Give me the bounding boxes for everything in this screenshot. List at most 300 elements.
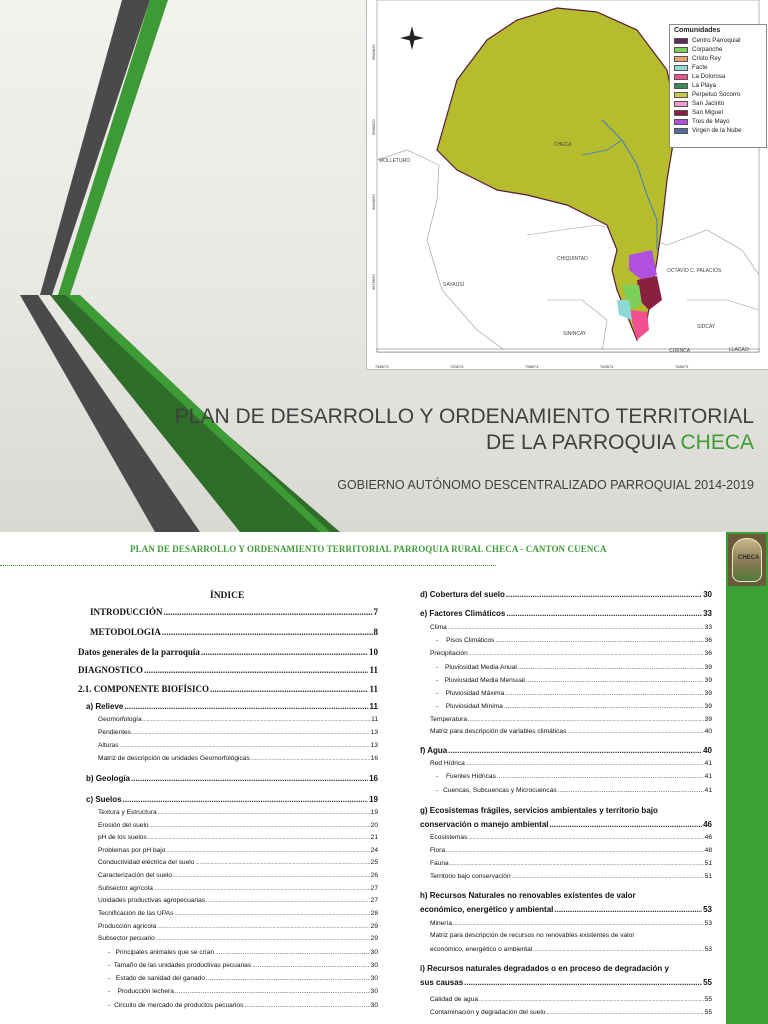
toc-entry[interactable] bbox=[108, 975, 378, 982]
toc-entry[interactable] bbox=[430, 728, 712, 735]
toc-leader-dots bbox=[546, 1009, 703, 1016]
toc-entry-label bbox=[420, 590, 505, 599]
toc-entry-text: DIAGNOSTICO bbox=[78, 665, 144, 675]
toc-leader-dots bbox=[158, 809, 370, 816]
toc-leader-dots bbox=[244, 1002, 369, 1009]
toc-entry[interactable] bbox=[430, 860, 712, 867]
legend-item bbox=[674, 90, 762, 99]
toc-page-number: 27 bbox=[370, 885, 378, 892]
toc-page-number: 25 bbox=[370, 859, 378, 866]
toc-page-number: 53 bbox=[704, 946, 712, 953]
toc-entry[interactable] bbox=[98, 847, 378, 854]
cover-title-line2 bbox=[175, 430, 754, 456]
toc-entry[interactable] bbox=[98, 755, 378, 762]
toc-page-number: 11 bbox=[371, 716, 378, 723]
toc-entry-text: Minería bbox=[430, 920, 452, 927]
toc-leader-dots bbox=[526, 677, 704, 684]
cover-title-accent: CHECA bbox=[680, 431, 754, 454]
toc-entry[interactable] bbox=[108, 949, 378, 956]
toc-page-number: 20 bbox=[370, 822, 378, 829]
legend-swatch bbox=[674, 47, 688, 53]
toc-page-number: 30 bbox=[370, 949, 378, 956]
toc-leader-dots bbox=[251, 755, 370, 762]
toc-page-number: 40 bbox=[703, 746, 712, 755]
label-sidcay: SIDCAY bbox=[697, 324, 716, 330]
toc-entry-label: i) Recursos naturales degradados o en proceso de degradación y bbox=[420, 964, 669, 973]
toc-leader-dots bbox=[162, 627, 373, 637]
toc-entry-label bbox=[98, 834, 147, 841]
toc-page-number: 39 bbox=[704, 664, 712, 671]
toc-entry[interactable] bbox=[78, 647, 378, 657]
cover-subtitle: GOBIERNO AUTÓNOMO DESCENTRALIZADO PARROQUIAL 2014-2019 bbox=[337, 478, 754, 492]
toc-page-number: 13 bbox=[370, 729, 378, 736]
toc-leader-dots bbox=[123, 795, 369, 804]
toc-leader-dots bbox=[505, 690, 703, 697]
toc-leader-dots bbox=[201, 647, 368, 657]
toc-entry-label bbox=[446, 773, 496, 780]
toc-leader-dots bbox=[533, 946, 703, 953]
toc-leader-dots bbox=[164, 607, 373, 617]
toc-entry[interactable] bbox=[420, 590, 712, 599]
toc-entry[interactable] bbox=[436, 677, 712, 684]
toc-leader-dots bbox=[157, 923, 369, 930]
x-tick: 748573 bbox=[375, 364, 389, 369]
toc-entry-text: Fauna bbox=[430, 860, 449, 867]
toc-entry-text: Precipitación bbox=[430, 650, 468, 657]
header-divider bbox=[0, 565, 496, 566]
toc-entry[interactable] bbox=[430, 834, 712, 841]
toc-entry[interactable] bbox=[108, 988, 378, 995]
toc-entry-text: Pluviosidad Media Anual bbox=[445, 664, 517, 671]
toc-page-number: 55 bbox=[703, 978, 712, 987]
toc-entry-text: Tecnificación de las UPAs bbox=[98, 910, 174, 917]
toc-entry-label bbox=[443, 787, 557, 794]
toc-page-number: 39 bbox=[704, 677, 712, 684]
bullet-dash: - bbox=[108, 949, 111, 956]
toc-entry-text: e) Factores Climáticos bbox=[420, 609, 506, 618]
y-tick: 9694620 bbox=[371, 194, 376, 210]
toc-page-number: 39 bbox=[704, 703, 712, 710]
toc-leader-dots bbox=[166, 847, 369, 854]
toc-page-number: 28 bbox=[370, 910, 378, 917]
toc-page-number: 46 bbox=[704, 834, 712, 841]
y-tick: 9689620 bbox=[371, 119, 376, 135]
legend-swatch bbox=[674, 92, 688, 98]
toc-page-number: 24 bbox=[370, 847, 378, 854]
toc-page-number: 55 bbox=[704, 996, 712, 1003]
toc-entry-label bbox=[98, 859, 194, 866]
toc-entry-label bbox=[86, 702, 123, 711]
toc-entry[interactable] bbox=[78, 684, 378, 694]
toc-page-number: 53 bbox=[704, 920, 712, 927]
legend-item bbox=[674, 36, 762, 45]
toc-entry[interactable] bbox=[98, 859, 378, 866]
toc-entry-label: h) Recursos Naturales no renovables existentes de valor bbox=[420, 891, 636, 900]
toc-entry-text: Red Hídrica bbox=[430, 760, 465, 767]
toc-heading: ÍNDICE bbox=[210, 591, 245, 601]
toc-leader-dots bbox=[150, 822, 370, 829]
toc-entry-text: Tamaño de las unidades productivas pecuarias bbox=[113, 962, 252, 969]
toc-page-number: 10 bbox=[369, 647, 378, 657]
toc-entry-text: Producción lechera bbox=[117, 988, 174, 995]
cover-title-prefix: DE LA PARROQUIA bbox=[485, 431, 681, 454]
legend-label: Centro Parroquial bbox=[692, 37, 741, 44]
legend-title: Comunidades bbox=[674, 27, 721, 34]
legend-label: San Jacinto bbox=[692, 100, 725, 107]
toc-entry-text: Unidades productivas agropecuarias bbox=[98, 897, 206, 904]
toc-entry-text: Circuito de mercado de productos pecuarios bbox=[114, 1002, 244, 1009]
toc-entry-label bbox=[116, 975, 205, 982]
toc-entry-label bbox=[78, 684, 209, 694]
toc-leader-dots bbox=[120, 742, 370, 749]
toc-leader-dots bbox=[468, 716, 704, 723]
toc-entry-text: Matriz de descripción de unidades Geomorfológicas bbox=[98, 755, 250, 762]
toc-entry[interactable] bbox=[108, 962, 378, 969]
toc-entry-text: Clima bbox=[430, 624, 447, 631]
toc-entry-text: conservación o manejo ambiental bbox=[420, 820, 549, 829]
bullet-dash: - bbox=[436, 690, 439, 697]
toc-page-number: 11 bbox=[369, 684, 378, 694]
toc-entry[interactable] bbox=[98, 729, 378, 736]
toc-entry[interactable] bbox=[86, 774, 378, 783]
legend-label: La Dolorosa bbox=[692, 73, 726, 80]
toc-entry-text: Erosión del suelo bbox=[98, 822, 149, 829]
toc-entry-label bbox=[430, 847, 445, 854]
toc-entry-text: económico, energético o ambiental bbox=[430, 946, 533, 953]
toc-entry-label bbox=[446, 703, 503, 710]
y-tick: 9679620 bbox=[371, 274, 376, 290]
toc-entry[interactable] bbox=[98, 923, 378, 930]
label-sinincay: SININCAY bbox=[563, 331, 587, 337]
toc-entry[interactable] bbox=[98, 716, 378, 723]
toc-page-number: 33 bbox=[704, 624, 712, 631]
toc-entry[interactable] bbox=[86, 702, 378, 711]
toc-entry-label bbox=[430, 1009, 545, 1016]
toc-entry-label bbox=[98, 729, 131, 736]
toc-leader-dots bbox=[156, 935, 370, 942]
toc-entry-text: Caracterización del suelo bbox=[98, 872, 173, 879]
toc-page-number: 41 bbox=[704, 760, 712, 767]
toc-entry-label bbox=[98, 847, 165, 854]
toc-entry-label: g) Ecosistemas frágiles, servicios ambientales y territorio bajo bbox=[420, 806, 658, 815]
toc-entry[interactable] bbox=[98, 935, 378, 942]
toc-leader-dots bbox=[506, 609, 702, 618]
toc-leader-dots bbox=[453, 920, 704, 927]
toc-entry-label bbox=[98, 923, 156, 930]
toc-entry-label bbox=[430, 716, 467, 723]
toc-entry-label bbox=[430, 860, 449, 867]
toc-page-number: 30 bbox=[703, 590, 712, 599]
toc-entry[interactable] bbox=[436, 703, 712, 710]
label-cuenca: CUENCA bbox=[669, 348, 691, 354]
legend-item bbox=[674, 99, 762, 108]
toc-page-number: 51 bbox=[704, 873, 712, 880]
toc-entry-text: Fuentes Hídricas bbox=[446, 773, 496, 780]
toc-entry[interactable] bbox=[436, 664, 712, 671]
toc-page-number: 33 bbox=[703, 609, 712, 618]
toc-entry[interactable] bbox=[420, 905, 712, 914]
toc-leader-dots bbox=[124, 702, 368, 711]
legend-item bbox=[674, 54, 762, 63]
toc-entry-label bbox=[98, 742, 119, 749]
toc-page-number: 16 bbox=[369, 774, 378, 783]
toc-entry-label bbox=[98, 872, 172, 879]
toc-entry-text: Producción agrícola bbox=[98, 923, 157, 930]
toc-entry[interactable] bbox=[420, 978, 712, 987]
toc-entry[interactable] bbox=[98, 885, 378, 892]
toc-entry-text: Temperatura bbox=[430, 716, 468, 723]
legend-item bbox=[674, 108, 762, 117]
toc-page-number: 16 bbox=[370, 755, 378, 762]
toc-entry-label bbox=[445, 677, 525, 684]
toc-page-number: 26 bbox=[370, 872, 378, 879]
toc-leader-dots bbox=[558, 787, 704, 794]
bullet-dash: - bbox=[436, 664, 439, 671]
toc-entry[interactable] bbox=[430, 650, 712, 657]
toc-page-number: 51 bbox=[704, 860, 712, 867]
toc-entry-label bbox=[78, 665, 143, 675]
toc-leader-dots bbox=[464, 978, 702, 987]
toc-page-number: 29 bbox=[370, 923, 378, 930]
toc-entry[interactable] bbox=[436, 690, 712, 697]
toc-entry-label bbox=[86, 774, 130, 783]
toc-entry-label bbox=[430, 650, 468, 657]
toc-entry-text: c) Suelos bbox=[86, 795, 122, 804]
toc-entry[interactable] bbox=[98, 809, 378, 816]
toc-leader-dots bbox=[195, 859, 369, 866]
label-octavio: OCTAVIO C. PALACIOS bbox=[667, 268, 722, 274]
toc-page-number: 39 bbox=[704, 690, 712, 697]
toc-entry-label bbox=[430, 873, 511, 880]
toc-page-number: 30 bbox=[370, 1002, 378, 1009]
toc-page-number: 30 bbox=[370, 988, 378, 995]
toc-entry-label bbox=[98, 885, 153, 892]
toc-leader-dots bbox=[506, 590, 702, 599]
toc-page-number: 30 bbox=[370, 975, 378, 982]
toc-entry-label bbox=[90, 607, 163, 617]
toc-entry-text: 2.1. COMPONENTE BIOFÍSICO bbox=[78, 684, 210, 694]
toc-entry-text: Pisos Climáticos bbox=[446, 637, 495, 644]
toc-entry[interactable] bbox=[98, 897, 378, 904]
legend-swatch bbox=[674, 83, 688, 89]
toc-entry[interactable] bbox=[420, 746, 712, 755]
toc-page-number: 41 bbox=[704, 787, 712, 794]
toc-entry-text: METODOLOGIA bbox=[90, 627, 161, 637]
toc-entry-text: Alturas bbox=[98, 742, 119, 749]
toc-leader-dots bbox=[148, 834, 370, 841]
toc-entry-text: Calidad de agua bbox=[430, 996, 479, 1003]
toc-leader-dots bbox=[448, 624, 704, 631]
toc-leader-dots bbox=[210, 684, 368, 694]
toc-entry-label bbox=[430, 996, 478, 1003]
toc-leader-dots bbox=[466, 760, 704, 767]
toc-leader-dots bbox=[131, 774, 368, 783]
toc-page-number: 36 bbox=[704, 637, 712, 644]
toc-leader-dots bbox=[154, 885, 370, 892]
toc-entry-text: sus causas bbox=[420, 978, 464, 987]
toc-entry-label bbox=[446, 690, 505, 697]
toc-entry-label: Matriz para descripción de recursos no renovables existentes de valor bbox=[430, 932, 635, 939]
toc-entry[interactable] bbox=[420, 609, 712, 618]
toc-entry-text: Contaminación y degradación del suelo bbox=[430, 1009, 546, 1016]
toc-page-number: 27 bbox=[370, 897, 378, 904]
x-tick: 753573 bbox=[450, 364, 464, 369]
toc-entry-text: INTRODUCCIÓN bbox=[90, 607, 163, 617]
toc-page-number: 48 bbox=[704, 847, 712, 854]
toc-entry-label bbox=[114, 962, 251, 969]
toc-page-number: 11 bbox=[369, 665, 378, 675]
toc-entry-label bbox=[430, 728, 566, 735]
toc-entry-text: Subsector agrícola bbox=[98, 885, 153, 892]
toc-entry[interactable] bbox=[430, 716, 712, 723]
toc-page-number: 19 bbox=[370, 809, 378, 816]
legend-label: Virgen de la Nube bbox=[692, 127, 742, 134]
toc-leader-dots bbox=[206, 975, 370, 982]
toc-entry[interactable] bbox=[430, 760, 712, 767]
toc-entry[interactable] bbox=[78, 665, 378, 675]
toc-entry-text: Conductividad eléctrica del suelo bbox=[98, 859, 195, 866]
toc-entry[interactable] bbox=[430, 873, 712, 880]
side-accent-bar bbox=[726, 588, 768, 1024]
logo-text: CHECA bbox=[738, 555, 760, 561]
toc-leader-dots bbox=[479, 996, 704, 1003]
toc-entry-label bbox=[420, 746, 447, 755]
bullet-dash: - bbox=[436, 703, 439, 710]
legend-label: Cristo Rey bbox=[692, 55, 721, 62]
toc-entry-label bbox=[420, 905, 553, 914]
legend-item bbox=[674, 45, 762, 54]
toc-entry[interactable] bbox=[430, 920, 712, 927]
toc-leader-dots bbox=[252, 962, 370, 969]
toc-page-number: 53 bbox=[703, 905, 712, 914]
toc-entry[interactable] bbox=[430, 1009, 712, 1016]
toc-leader-dots bbox=[215, 949, 370, 956]
toc-entry-label bbox=[98, 716, 142, 723]
toc-entry[interactable] bbox=[86, 795, 378, 804]
legend-swatch bbox=[674, 128, 688, 134]
toc-entry-text: Territorio bajo conservación bbox=[430, 873, 511, 880]
bullet-dash: - bbox=[436, 787, 439, 794]
toc-entry-text: Estado de sanidad del ganado bbox=[115, 975, 206, 982]
toc-leader-dots bbox=[450, 860, 704, 867]
toc-entry[interactable] bbox=[98, 834, 378, 841]
toc-entry[interactable] bbox=[430, 624, 712, 631]
toc-entry-label bbox=[430, 946, 532, 953]
legend-swatch bbox=[674, 65, 688, 71]
cover-title bbox=[175, 404, 754, 456]
toc-entry[interactable] bbox=[90, 607, 378, 617]
toc-entry-label bbox=[446, 637, 494, 644]
toc-entry[interactable] bbox=[436, 787, 712, 794]
document-page bbox=[0, 532, 768, 1024]
toc-entry-label bbox=[420, 820, 548, 829]
bullet-dash: - bbox=[436, 773, 439, 780]
legend-item bbox=[674, 126, 762, 135]
toc-entry[interactable] bbox=[420, 820, 712, 829]
x-tick: 763573 bbox=[600, 364, 614, 369]
toc-entry-text: Pluviosidad Mínima bbox=[445, 703, 503, 710]
toc-entry-text: Flora bbox=[430, 847, 446, 854]
toc-entry-text: Cuencas, Subcuencas y Microcuencas bbox=[443, 787, 557, 794]
toc-leader-dots bbox=[144, 665, 368, 675]
toc-page-number: 29 bbox=[370, 935, 378, 942]
label-checa: CHECA bbox=[554, 142, 572, 148]
toc-entry-label bbox=[430, 760, 465, 767]
toc-leader-dots bbox=[512, 873, 704, 880]
toc-entry-label bbox=[430, 920, 452, 927]
toc-entry[interactable] bbox=[98, 872, 378, 879]
legend-item bbox=[674, 81, 762, 90]
legend-swatch bbox=[674, 38, 688, 44]
toc-entry[interactable] bbox=[436, 637, 712, 644]
toc-entry-label bbox=[420, 609, 505, 618]
toc-page-number: 41 bbox=[704, 773, 712, 780]
bullet-dash: - bbox=[436, 677, 439, 684]
toc-page-number: 46 bbox=[703, 820, 712, 829]
toc-entry-text: b) Geología bbox=[86, 774, 130, 783]
toc-entry-label bbox=[98, 822, 149, 829]
toc-entry[interactable] bbox=[98, 910, 378, 917]
y-tick: 9684620 bbox=[371, 44, 376, 60]
legend-swatch bbox=[674, 101, 688, 107]
toc-entry-label bbox=[90, 627, 161, 637]
toc-entry[interactable] bbox=[430, 946, 712, 953]
legend-label: Facte bbox=[692, 64, 708, 71]
toc-leader-dots bbox=[518, 664, 704, 671]
toc-entry[interactable] bbox=[98, 742, 378, 749]
legend-label: Tres de Mayo bbox=[692, 118, 730, 125]
toc-entry-label bbox=[430, 834, 467, 841]
toc-entry-label bbox=[420, 978, 463, 987]
toc-entry-text: d) Cobertura del suelo bbox=[420, 590, 505, 599]
toc-entry-text: Matriz para descripción de variables climáticas bbox=[430, 728, 567, 735]
bullet-dash: - bbox=[108, 975, 111, 982]
toc-entry-text: económico, energético y ambiental bbox=[420, 905, 554, 914]
legend-swatch bbox=[674, 74, 688, 80]
toc-entry-label bbox=[445, 664, 517, 671]
toc-entry[interactable] bbox=[430, 847, 712, 854]
legend-label: La Playa bbox=[692, 82, 717, 89]
toc-entry[interactable] bbox=[430, 996, 712, 1003]
toc-entry-text: a) Relieve bbox=[86, 702, 124, 711]
toc-entry-label bbox=[114, 1002, 243, 1009]
toc-page-number: 39 bbox=[704, 716, 712, 723]
toc-entry-label bbox=[115, 949, 214, 956]
toc-leader-dots bbox=[175, 988, 370, 995]
toc-page-number: 8 bbox=[373, 627, 378, 637]
toc-leader-dots bbox=[446, 847, 704, 854]
toc-entry-label bbox=[98, 910, 173, 917]
label-llacao: LLACAO bbox=[729, 347, 749, 353]
toc-entry-label bbox=[98, 897, 205, 904]
toc-entry[interactable] bbox=[98, 822, 378, 829]
map-legend bbox=[669, 24, 767, 148]
toc-entry[interactable] bbox=[108, 1002, 378, 1009]
label-sayausi: SAYAUSÍ bbox=[443, 282, 464, 288]
toc-page-number: 30 bbox=[370, 962, 378, 969]
toc-leader-dots bbox=[448, 746, 702, 755]
toc-entry[interactable] bbox=[436, 773, 712, 780]
toc-leader-dots bbox=[554, 905, 702, 914]
toc-entry-label bbox=[117, 988, 173, 995]
toc-page-number: 55 bbox=[704, 1009, 712, 1016]
toc-entry[interactable] bbox=[90, 627, 378, 637]
toc-leader-dots bbox=[469, 650, 704, 657]
cover-title-line1: PLAN DE DESARROLLO Y ORDENAMIENTO TERRITORIAL bbox=[174, 405, 754, 428]
legend-item bbox=[674, 117, 762, 126]
toc-leader-dots bbox=[497, 773, 704, 780]
legend-item bbox=[674, 72, 762, 81]
